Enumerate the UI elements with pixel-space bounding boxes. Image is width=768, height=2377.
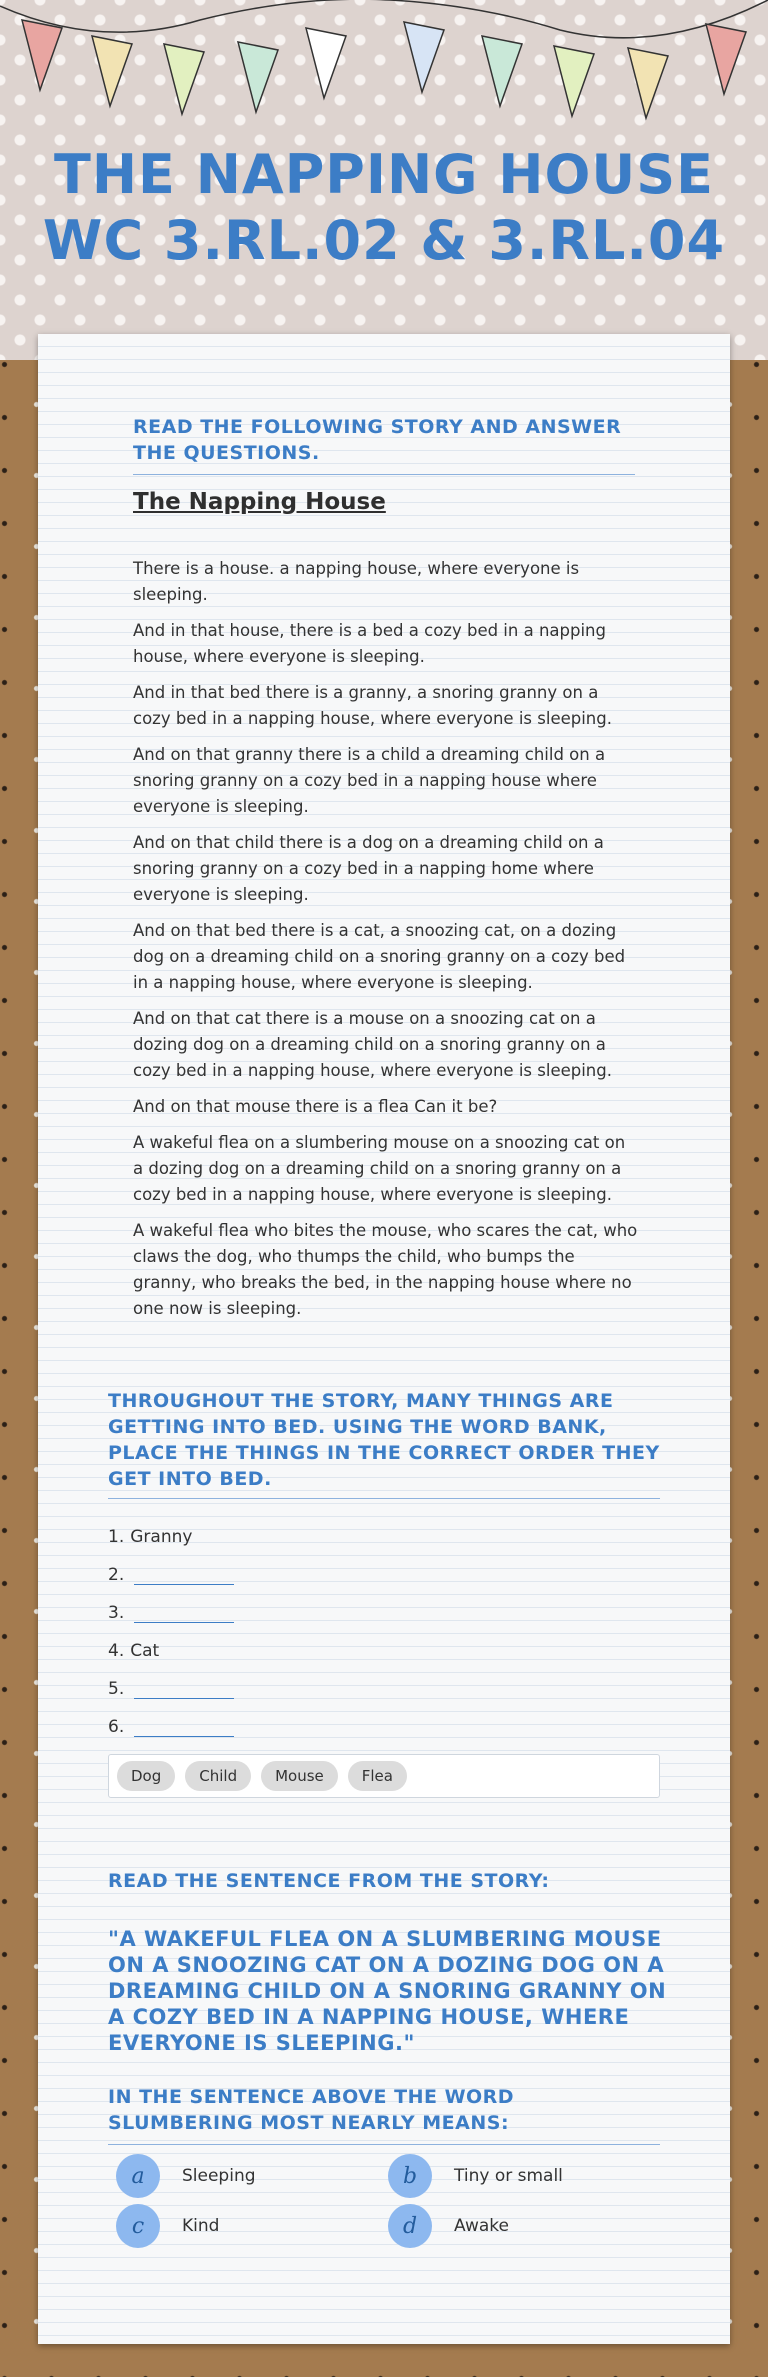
page-title: THE NAPPING HOUSE WC 3.RL.02 & 3.RL.04 — [42, 143, 726, 272]
bunting-decoration — [0, 0, 768, 130]
order-item-6 — [108, 1699, 668, 1737]
order-answer: Granny — [130, 1527, 193, 1547]
order-number: 6. — [108, 1717, 125, 1737]
pennant-flag — [482, 36, 522, 106]
story-paragraph: And in that bed there is a granny, a snoring granny on a cozy bed in a napping house, where everyone is sleeping. — [133, 683, 612, 728]
story-paragraph: A wakeful flea on a slumbering mouse on a snoozing cat on a dozing dog on a dreaming child on a snoring granny on a cozy bed in a napping house, where everyone is sleeping. — [133, 1133, 626, 1204]
story-paragraph: And on that cat there is a mouse on a snoozing cat on a dozing dog on a dreaming child on a snoring granny on a cozy bed in a napping house, where everyone is sleeping. — [133, 1009, 612, 1080]
pennant-flag — [238, 42, 278, 112]
story-instructions-heading: READ THE FOLLOWING STORY AND ANSWER THE QUESTIONS. — [133, 414, 635, 475]
answer-drop-slot[interactable] — [134, 1565, 234, 1585]
order-item-3 — [108, 1585, 668, 1623]
ordering-list — [108, 1509, 668, 1737]
worksheet-paper — [38, 334, 730, 2344]
pennant-flag — [306, 28, 346, 98]
option-letter-badge: a — [116, 2154, 160, 2198]
option-label: Awake — [454, 2216, 509, 2236]
answer-drop-slot[interactable] — [134, 1679, 234, 1699]
option-letter-badge: d — [388, 2204, 432, 2248]
story-text — [133, 556, 638, 1332]
story-paragraph: There is a house. a napping house, where everyone is sleeping. — [133, 559, 580, 604]
story-paragraph: And on that bed there is a cat, a snoozing cat, on a dozing dog on a dreaming child on a snoring granny on a cozy bed in a napping house, where everyone is sleeping. — [133, 921, 626, 992]
word-chip-dog[interactable]: Dog — [117, 1761, 175, 1791]
option-letter-badge: c — [116, 2204, 160, 2248]
answer-drop-slot[interactable] — [134, 1717, 234, 1737]
word-chip-flea[interactable]: Flea — [348, 1761, 407, 1791]
story-paragraph: And on that mouse there is a flea Can it be? — [133, 1097, 498, 1116]
header-banner — [0, 0, 768, 360]
story-title: The Napping House — [133, 489, 386, 515]
pennant-flag — [22, 20, 62, 90]
story-paragraph: And in that house, there is a bed a cozy bed in a napping house, where everyone is sleeping. — [133, 621, 606, 666]
order-number: 2. — [108, 1565, 125, 1585]
word-chip-mouse[interactable]: Mouse — [261, 1761, 338, 1791]
ordering-question-heading: THROUGHOUT THE STORY, MANY THINGS ARE GETTING INTO BED. USING THE WORD BANK, PLACE THE THINGS IN THE CORRECT ORDER THEY GET INTO BED. — [108, 1388, 660, 1499]
pennant-flag — [628, 48, 668, 118]
story-quote: "A WAKEFUL FLEA ON A SLUMBERING MOUSE ON A SNOOZING CAT ON A DOZING DOG ON A DREAMING CHILD ON A SNORING GRANNY ON A COZY BED IN A NAPPING HOUSE, WHERE EVERYONE IS SLEEPING." — [108, 1927, 667, 2055]
story-paragraph: A wakeful flea who bites the mouse, who scares the cat, who claws the dog, who thumps the child, who bumps the granny, who breaks the bed, in the napping house where no one now is sleeping. — [133, 1221, 638, 1318]
vocabulary-question-heading: IN THE SENTENCE ABOVE THE WORD SLUMBERING MOST NEARLY MEANS: — [108, 2084, 660, 2145]
pennant-flag — [706, 24, 746, 94]
order-number: 4. — [108, 1641, 125, 1661]
pennant-flag — [164, 44, 204, 114]
word-chip-child[interactable]: Child — [185, 1761, 251, 1791]
option-c[interactable] — [116, 2204, 219, 2248]
order-number: 5. — [108, 1679, 125, 1699]
order-item-1 — [108, 1509, 668, 1547]
order-number: 3. — [108, 1603, 125, 1623]
option-label: Kind — [182, 2216, 220, 2236]
option-label: Sleeping — [182, 2166, 256, 2186]
pennant-flag — [404, 22, 444, 92]
order-number: 1. — [108, 1527, 125, 1547]
option-label: Tiny or small — [454, 2166, 563, 2186]
story-paragraph: And on that child there is a dog on a dreaming child on a snoring granny on a cozy bed in a napping home where everyone is sleeping. — [133, 833, 604, 904]
order-item-2 — [108, 1547, 668, 1585]
option-d[interactable] — [388, 2204, 509, 2248]
order-item-4 — [108, 1623, 668, 1661]
option-b[interactable] — [388, 2154, 563, 2198]
story-paragraph: And on that granny there is a child a dreaming child on a snoring granny on a cozy bed in a napping house where everyone is sleeping. — [133, 745, 606, 816]
answer-drop-slot[interactable] — [134, 1603, 234, 1623]
pennant-flag — [554, 46, 594, 116]
sentence-heading: READ THE SENTENCE FROM THE STORY: — [108, 1870, 550, 1892]
option-a[interactable] — [116, 2154, 256, 2198]
order-item-5 — [108, 1661, 668, 1699]
pennant-flag — [92, 36, 132, 106]
order-answer: Cat — [130, 1641, 160, 1661]
word-bank — [108, 1754, 660, 1798]
option-letter-badge: b — [388, 2154, 432, 2198]
